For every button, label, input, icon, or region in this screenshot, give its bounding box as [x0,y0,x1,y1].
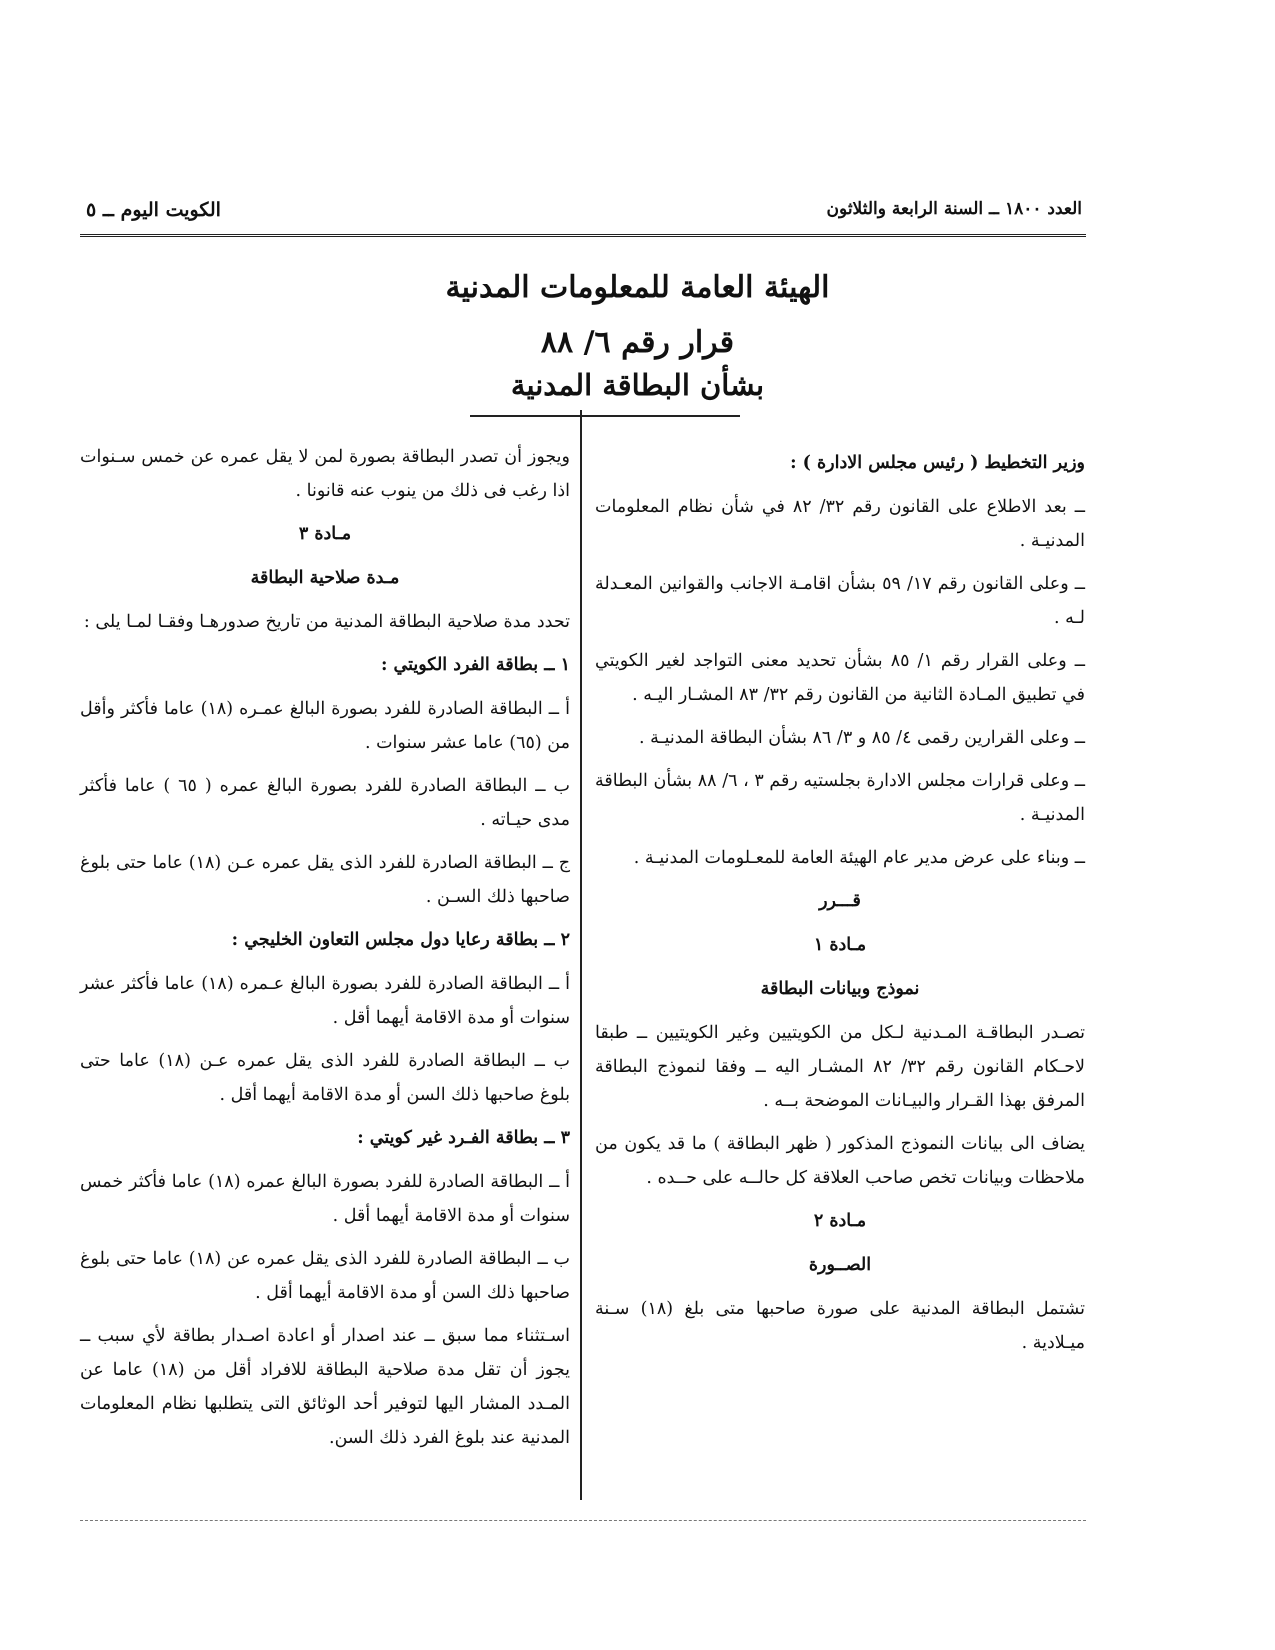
gazette-page-label: الكويت اليوم ــ ٥ [86,199,221,221]
title-rule [470,415,740,417]
footer-rule [80,1520,1086,1521]
article-2-paragraph: تشتمل البطاقة المدنية على صورة صاحبها متى بلغ (١٨) سـنة ميـلادية . [595,1299,1086,1353]
minister-line: وزير التخطيط ( رئيس مجلس الادارة ) : [790,453,1085,473]
decided-heading: قـــرر [819,891,861,911]
preamble-item: ــ وعلى القرار رقم ١/ ٨٥ بشأن تحديد معنى التواجد لغير الكويتي في تطبيق المـادة الثانية من القانون رقم ٣٢/ ٨٣ المشـار اليـه . [595,651,1085,705]
article-3-paragraph: تحدد مدة صلاحية البطاقة المدنية من تاريخ صدورهـا وفقـا لمـا يلى : [83,612,570,632]
section-1-item: ج ــ البطاقة الصادرة للفرد الذى يقل عمره عـن (١٨) عاما حتى بلوغ صاحبها ذلك السـن . [80,853,570,907]
preamble-item: ــ وعلى القرارين رقمى ٤/ ٨٥ و ٣/ ٨٦ بشأن البطاقة المدنيـة . [638,728,1085,748]
section-3-title: ٣ ــ بطاقة الفـرد غير كويتي : [357,1128,570,1148]
section-1-title: ١ ــ بطاقة الفرد الكويتي : [380,655,570,675]
decision-number: قرار رقم ٦/ ٨٨ [540,325,735,360]
right-column [595,440,1085,1369]
issue-number: العدد ١٨٠٠ ــ السنة الرابعة والثلاثون [826,199,1082,219]
preamble-item: ــ وبناء على عرض مدير عام الهيئة العامة للمعـلومات المدنيـة . [633,848,1085,868]
column-divider [580,410,582,1500]
exception-paragraph: اسـتثناء مما سبق ــ عند اصدار أو اعادة اصـدار بطاقة لأي سبب ــ يجوز أن تقل مدة صلاحية البطاقة للافراد أقل من (١٨) عاما عن المـدد المشار اليها لتوفير أحد الوثائق التى يتطلبها نظام المعلومات المدنية عند بلوغ الفرد ذلك السن. [80,1326,570,1448]
article-1-heading: مـادة ١ [813,935,867,955]
section-3-item: أ ــ البطاقة الصادرة للفرد بصورة البالغ عمره (١٨) عاما فأكثر خمس سنوات أو مدة الاقامة أيهما أقل . [80,1172,570,1226]
article-1-paragraph: يضاف الى بيانات النموذج المذكور ( ظهر البطاقة ) ما قد يكون من ملاحظات وبيانات تخص صاحب العلاقة كل حالــه على حــده . [595,1134,1085,1188]
header-rule [80,234,1086,239]
section-2-item: أ ــ البطاقة الصادرة للفرد بصورة البالغ عـمره (١٨) عاما فأكثر عشر سنوات أو مدة الاقامة أيهما أقل . [80,974,571,1028]
page-header [82,193,1082,223]
article-1-title: نموذج وبيانات البطاقة [760,979,920,999]
section-2-item: ب ــ البطاقة الصادرة للفرد الذى يقل عمره عـن (١٨) عاما حتى بلوغ صاحبها ذلك السن أو مدة الاقامة أيهما أقل . [80,1051,570,1105]
authority-name: الهيئة العامة للمعلومات المدنية [445,270,830,305]
article-1-paragraph: تصـدر البطاقـة المـدنية لـكل من الكويتيين وغير الكويتيين ــ طبقا لاحـكام القانون رقم ٣٢/ ٨٢ المشـار اليه ــ وفقا لنموذج البطاقة المرفق بهذا القـرار والبيـانات الموضحة بــه . [595,1023,1085,1111]
section-2-title: ٢ ــ بطاقة رعايا دول مجلس التعاون الخليجي : [231,930,570,950]
preamble-item: ــ بعد الاطلاع على القانون رقم ٣٢/ ٨٢ في شأن نظام المعلومات المدنيـة . [595,497,1085,551]
section-1-item: ب ــ البطاقة الصادرة للفرد بصورة البالغ عمره ( ٦٥ ) عاما فأكثر مدى حيـاته . [80,776,570,830]
section-3-item: ب ــ البطاقة الصادرة للفرد الذى يقل عمره عن (١٨) عاما حتى بلوغ صاحبها ذلك السن أو مدة الاقامة أيهما أقل . [80,1249,571,1303]
decision-subject: بشأن البطاقة المدنية [510,368,765,402]
article-2-title: الصــورة [808,1255,872,1275]
preamble-item: ــ وعلى قرارات مجلس الادارة بجلستيه رقم ٣ ، ٦/ ٨٨ بشأن البطاقة المدنيـة . [595,771,1085,825]
article-2-heading: مـادة ٢ [813,1211,867,1231]
left-column [80,440,570,1464]
intro-paragraph: ويجوز أن تصدر البطاقة بصورة لمن لا يقل عمره عن خمس سـنوات اذا رغب فى ذلك من ينوب عنه قانونا . [80,447,570,501]
section-1-item: أ ــ البطاقة الصادرة للفرد بصورة البالغ عمـره (١٨) عاما فأكثر وأقل من (٦٥) عاما عشر سنوات . [80,699,570,753]
article-3-heading: مـادة ٣ [298,524,352,544]
article-3-title: مـدة صلاحية البطاقة [250,568,400,588]
preamble-item: ــ وعلى القانون رقم ١٧/ ٥٩ بشأن اقامـة الاجانب والقوانين المعـدلة لـه . [595,574,1085,628]
